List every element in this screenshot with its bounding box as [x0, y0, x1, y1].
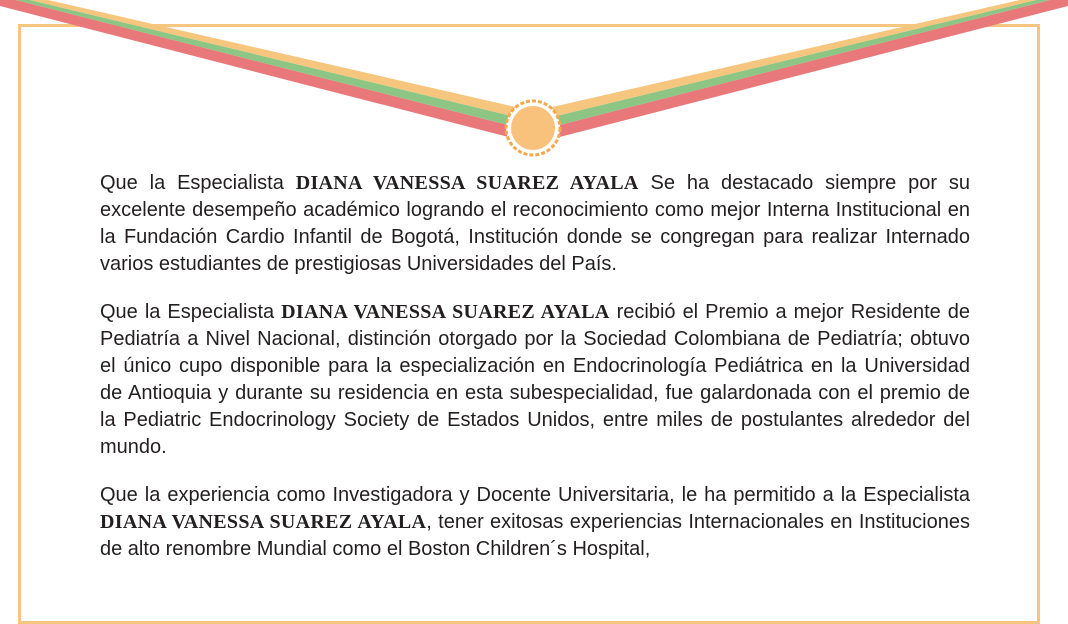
ribbon-right-green	[548, 0, 1050, 128]
ribbon-right-red	[548, 0, 1068, 140]
medal-icon	[511, 106, 555, 150]
ribbon-decoration	[0, 0, 1068, 160]
paragraph-intro: Que la experiencia como Investigadora y Docente Universitaria, le ha permitido a la Especialista	[100, 484, 970, 506]
paragraph-intro: Que la Especialista	[100, 301, 275, 323]
certificate-body	[100, 170, 970, 584]
paragraph-2	[100, 299, 970, 461]
person-name: DIANA VANESSA SUAREZ AYALA	[295, 172, 639, 194]
paragraph-3	[100, 482, 970, 563]
person-name: DIANA VANESSA SUAREZ AYALA	[281, 301, 610, 323]
paragraph-text: Se ha destacado siempre por su excelente desempeño académico logrando el reconocimiento como mejor Interna Institucional en la Fundación Cardio Infantil de Bogotá, Institución donde se congregan para realizar Internado varios estudiantes de prestigiosas Universidades del País.	[100, 172, 971, 275]
paragraph-text: recibió el Premio a mejor Residente de Pediatría a Nivel Nacional, distinción otorgado por la Sociedad Colombiana de Pediatría; obtuvo el único cupo disponible para la especialización en Endocrinología Pediátrica en la Universidad de Antioquia y durante su residencia en esta subespecialidad, fue galardonada con el premio de la Pediatric Endocrinology Society de Estados Unidos, entre miles de postulantes alrededor del mundo.	[100, 301, 971, 458]
person-name: DIANA VANESSA SUAREZ AYALA	[100, 511, 427, 533]
ribbon-left-red	[0, 0, 520, 140]
paragraph-1	[100, 170, 970, 278]
paragraph-intro: Que la Especialista	[100, 172, 284, 194]
paragraph-text: , tener exitosas experiencias Internacionales en Instituciones de alto renombre Mundial como el Boston Children´s Hospital,	[100, 511, 970, 560]
